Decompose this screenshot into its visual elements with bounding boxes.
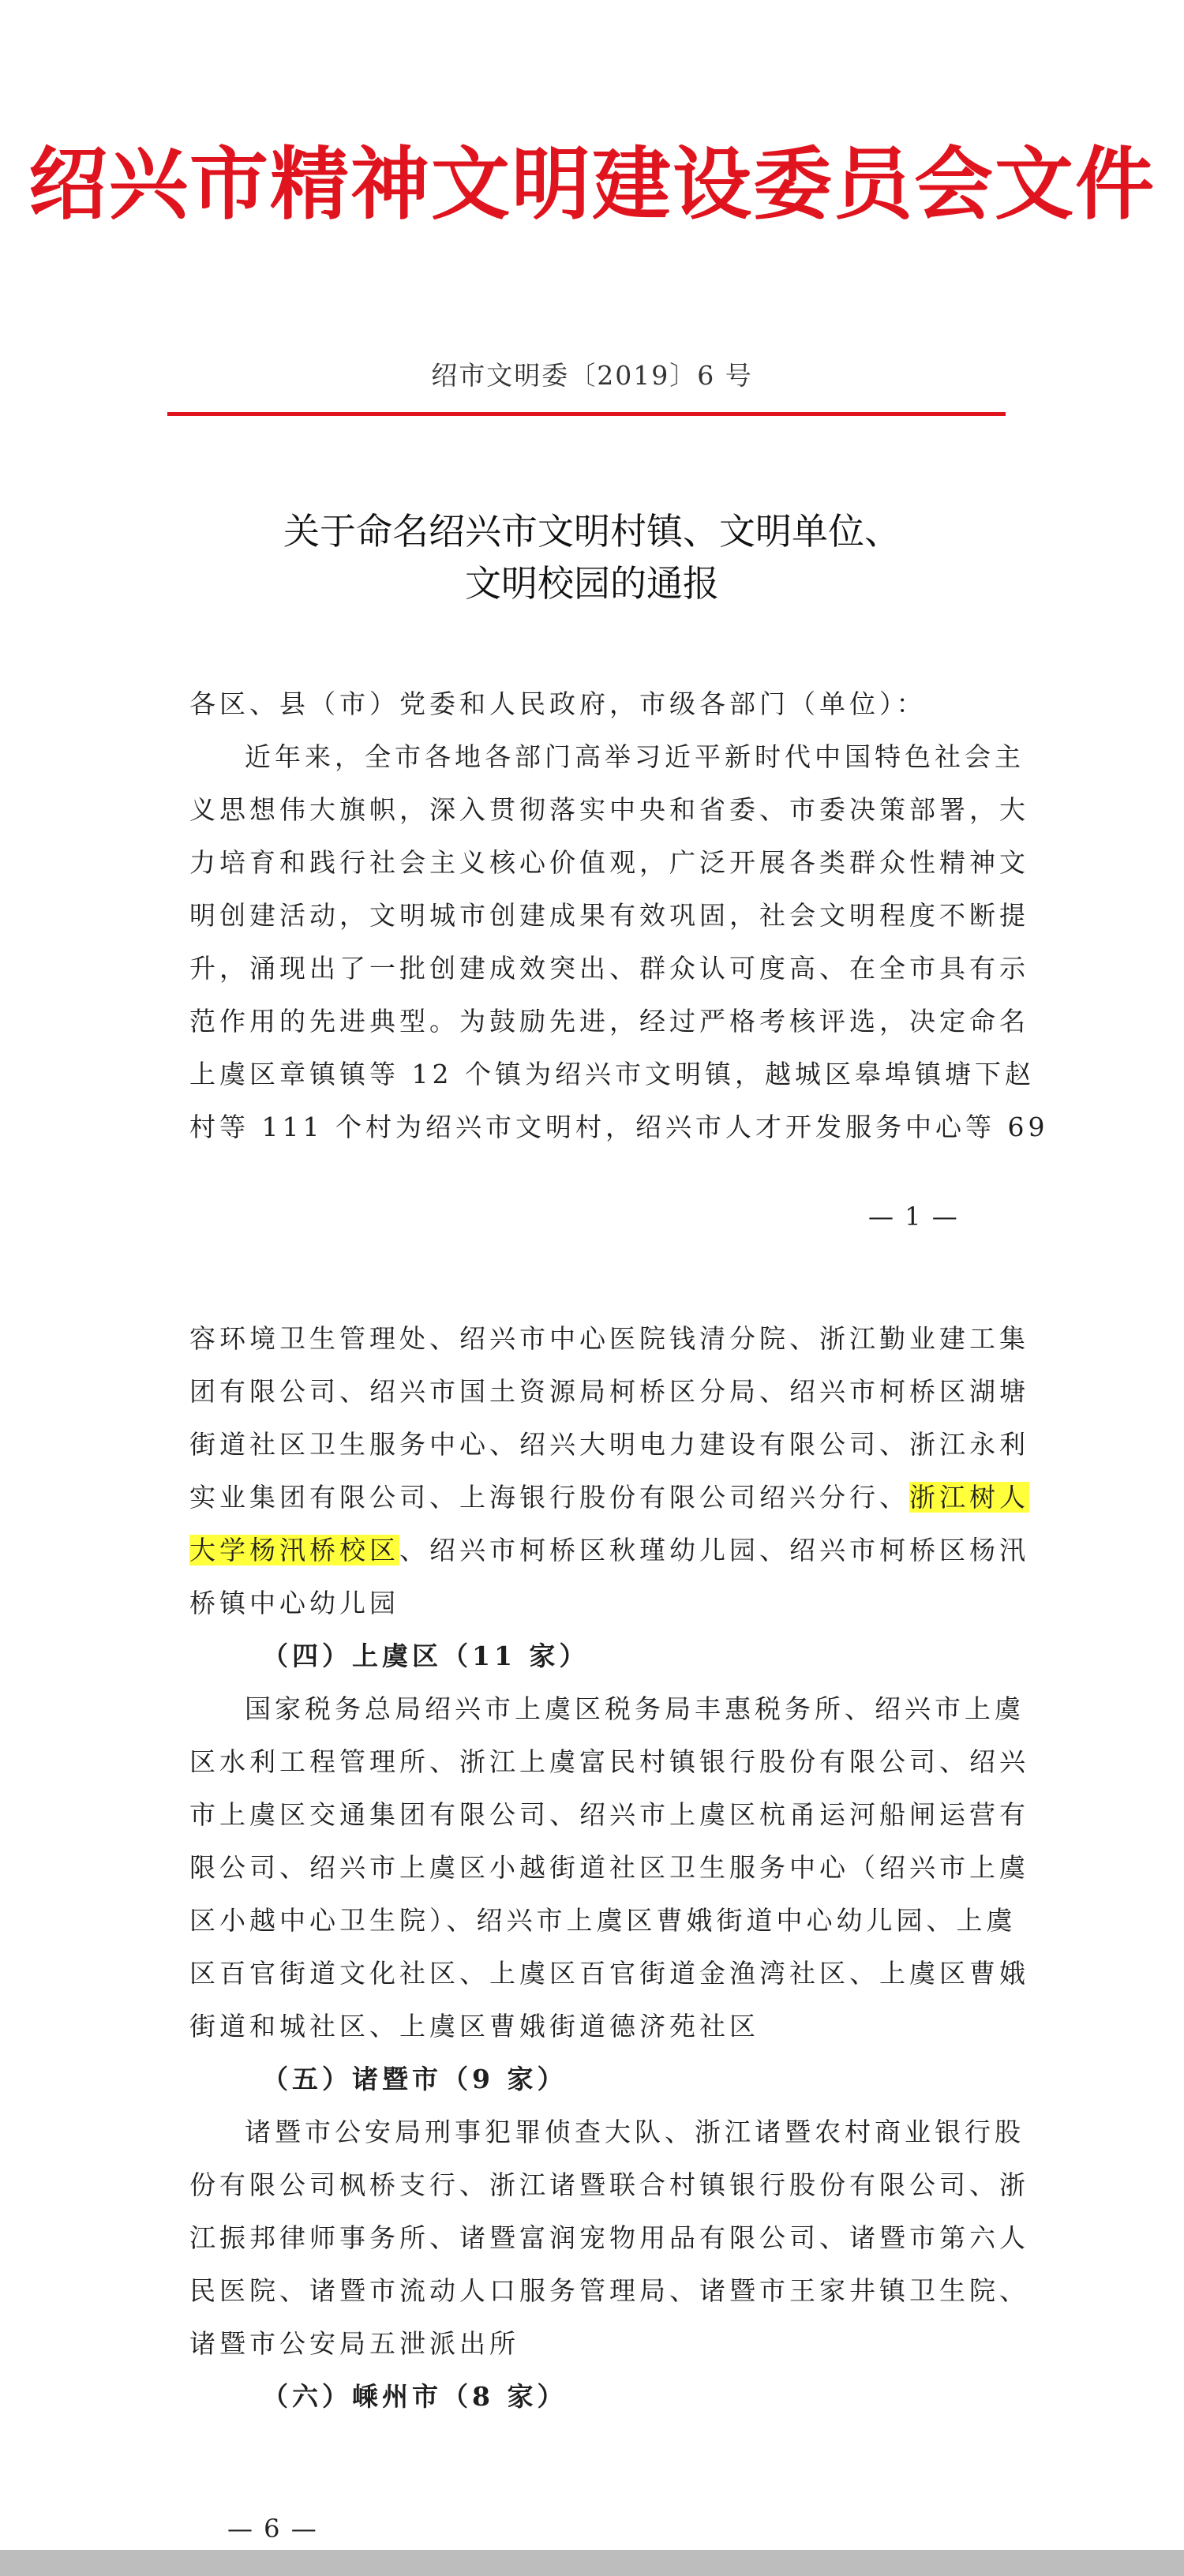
paragraph-line: 国家税务总局绍兴市上虞区税务局丰惠税务所、绍兴市上虞 bbox=[245, 1693, 1025, 1724]
highlighted-text[interactable]: 大学杨汛桥校区 bbox=[189, 1535, 399, 1565]
paragraph-line: 民医院、诸暨市流动人口服务管理局、诸暨市王家井镇卫生院、 bbox=[189, 2275, 1029, 2306]
document-body-1 bbox=[189, 677, 1049, 1153]
paragraph-line: 近年来，全市各地各部门高举习近平新时代中国特色社会主 bbox=[245, 741, 1025, 772]
title-line-2: 文明校园的通报 bbox=[465, 562, 719, 605]
paragraph-line: 村等 111 个村为绍兴市文明村，绍兴市人才开发服务中心等 69 bbox=[189, 1112, 1049, 1142]
paragraph-line: 份有限公司枫桥支行、浙江诸暨联合村镇银行股份有限公司、浙 bbox=[189, 2169, 1029, 2200]
paragraph-line: 力培育和践行社会主义核心价值观，广泛开展各类群众性精神文 bbox=[189, 847, 1029, 878]
paragraph-line: 江振邦律师事务所、诸暨富润宠物用品有限公司、诸暨市第六人 bbox=[189, 2222, 1029, 2253]
paragraph-line: 桥镇中心幼儿园 bbox=[189, 1588, 399, 1618]
paragraph-line: 区百官街道文化社区、上虞区百官街道金渔湾社区、上虞区曹娥 bbox=[189, 1958, 1029, 1989]
text-segment: 、绍兴市柯桥区秋瑾幼儿园、绍兴市柯桥区杨汛 bbox=[399, 1535, 1029, 1565]
paragraph-line: 市上虞区交通集团有限公司、绍兴市上虞区杭甬运河船闸运营有 bbox=[189, 1799, 1029, 1830]
title-line-1: 关于命名绍兴市文明村镇、文明单位、 bbox=[283, 510, 901, 553]
page-number-1: — 1 — bbox=[868, 1202, 959, 1232]
section-heading-zhuji: （五）诸暨市（9 家） bbox=[262, 2064, 568, 2094]
document-page-6 bbox=[0, 1295, 1184, 2550]
document-header: 绍兴市精神文明建设委员会文件 bbox=[28, 137, 1156, 231]
paragraph-line: 诸暨市公安局五泄派出所 bbox=[189, 2328, 519, 2359]
paragraph-line: 上虞区章镇镇等 12 个镇为绍兴市文明镇，越城区皋埠镇塘下赵 bbox=[189, 1059, 1035, 1089]
highlighted-text[interactable]: 浙江树人 bbox=[909, 1482, 1029, 1513]
paragraph-line: 义思想伟大旗帜，深入贯彻落实中央和省委、市委决策部署，大 bbox=[189, 794, 1029, 825]
section-heading-shengzhou: （六）嵊州市（8 家） bbox=[262, 2381, 568, 2412]
paragraph-line: 区水利工程管理所、浙江上虞富民村镇银行股份有限公司、绍兴 bbox=[189, 1746, 1029, 1777]
red-divider bbox=[167, 412, 1006, 416]
paragraph-line: 范作用的先进典型。为鼓励先进，经过严格考核评选，决定命名 bbox=[189, 1006, 1029, 1037]
salutation: 各区、县（市）党委和人民政府，市级各部门（单位）： bbox=[189, 688, 927, 719]
document-title bbox=[0, 505, 1184, 609]
document-number: 绍市文明委〔2019〕6 号 bbox=[431, 360, 753, 391]
section-heading-shangyu: （四）上虞区（11 家） bbox=[262, 1640, 590, 1671]
paragraph-line: 诸暨市公安局刑事犯罪侦查大队、浙江诸暨农村商业银行股 bbox=[245, 2117, 1025, 2147]
document-body-6 bbox=[189, 1312, 1029, 2423]
paragraph-line bbox=[189, 1524, 1029, 1577]
paragraph-line: 升，涌现出了一批创建成效突出、群众认可度高、在全市具有示 bbox=[189, 953, 1029, 984]
paragraph-line bbox=[189, 1471, 1029, 1524]
page-number-6: — 6 — bbox=[227, 2514, 318, 2544]
paragraph-line: 明创建活动，文明城市创建成果有效巩固，社会文明程度不断提 bbox=[189, 900, 1029, 931]
text-segment: 实业集团有限公司、上海银行股份有限公司绍兴分行、 bbox=[189, 1482, 909, 1513]
paragraph-line: 区小越中心卫生院）、绍兴市上虞区曹娥街道中心幼儿园、上虞 bbox=[189, 1905, 1017, 1936]
paragraph-line: 团有限公司、绍兴市国土资源局柯桥区分局、绍兴市柯桥区湖塘 bbox=[189, 1376, 1029, 1407]
paragraph-line: 容环境卫生管理处、绍兴市中心医院钱清分院、浙江勤业建工集 bbox=[189, 1323, 1029, 1354]
paragraph-line: 街道和城社区、上虞区曹娥街道德济苑社区 bbox=[189, 2011, 759, 2042]
paragraph-line: 限公司、绍兴市上虞区小越街道社区卫生服务中心（绍兴市上虞 bbox=[189, 1852, 1029, 1883]
page-separator bbox=[0, 2550, 1184, 2576]
paragraph-line: 街道社区卫生服务中心、绍兴大明电力建设有限公司、浙江永利 bbox=[189, 1429, 1029, 1460]
